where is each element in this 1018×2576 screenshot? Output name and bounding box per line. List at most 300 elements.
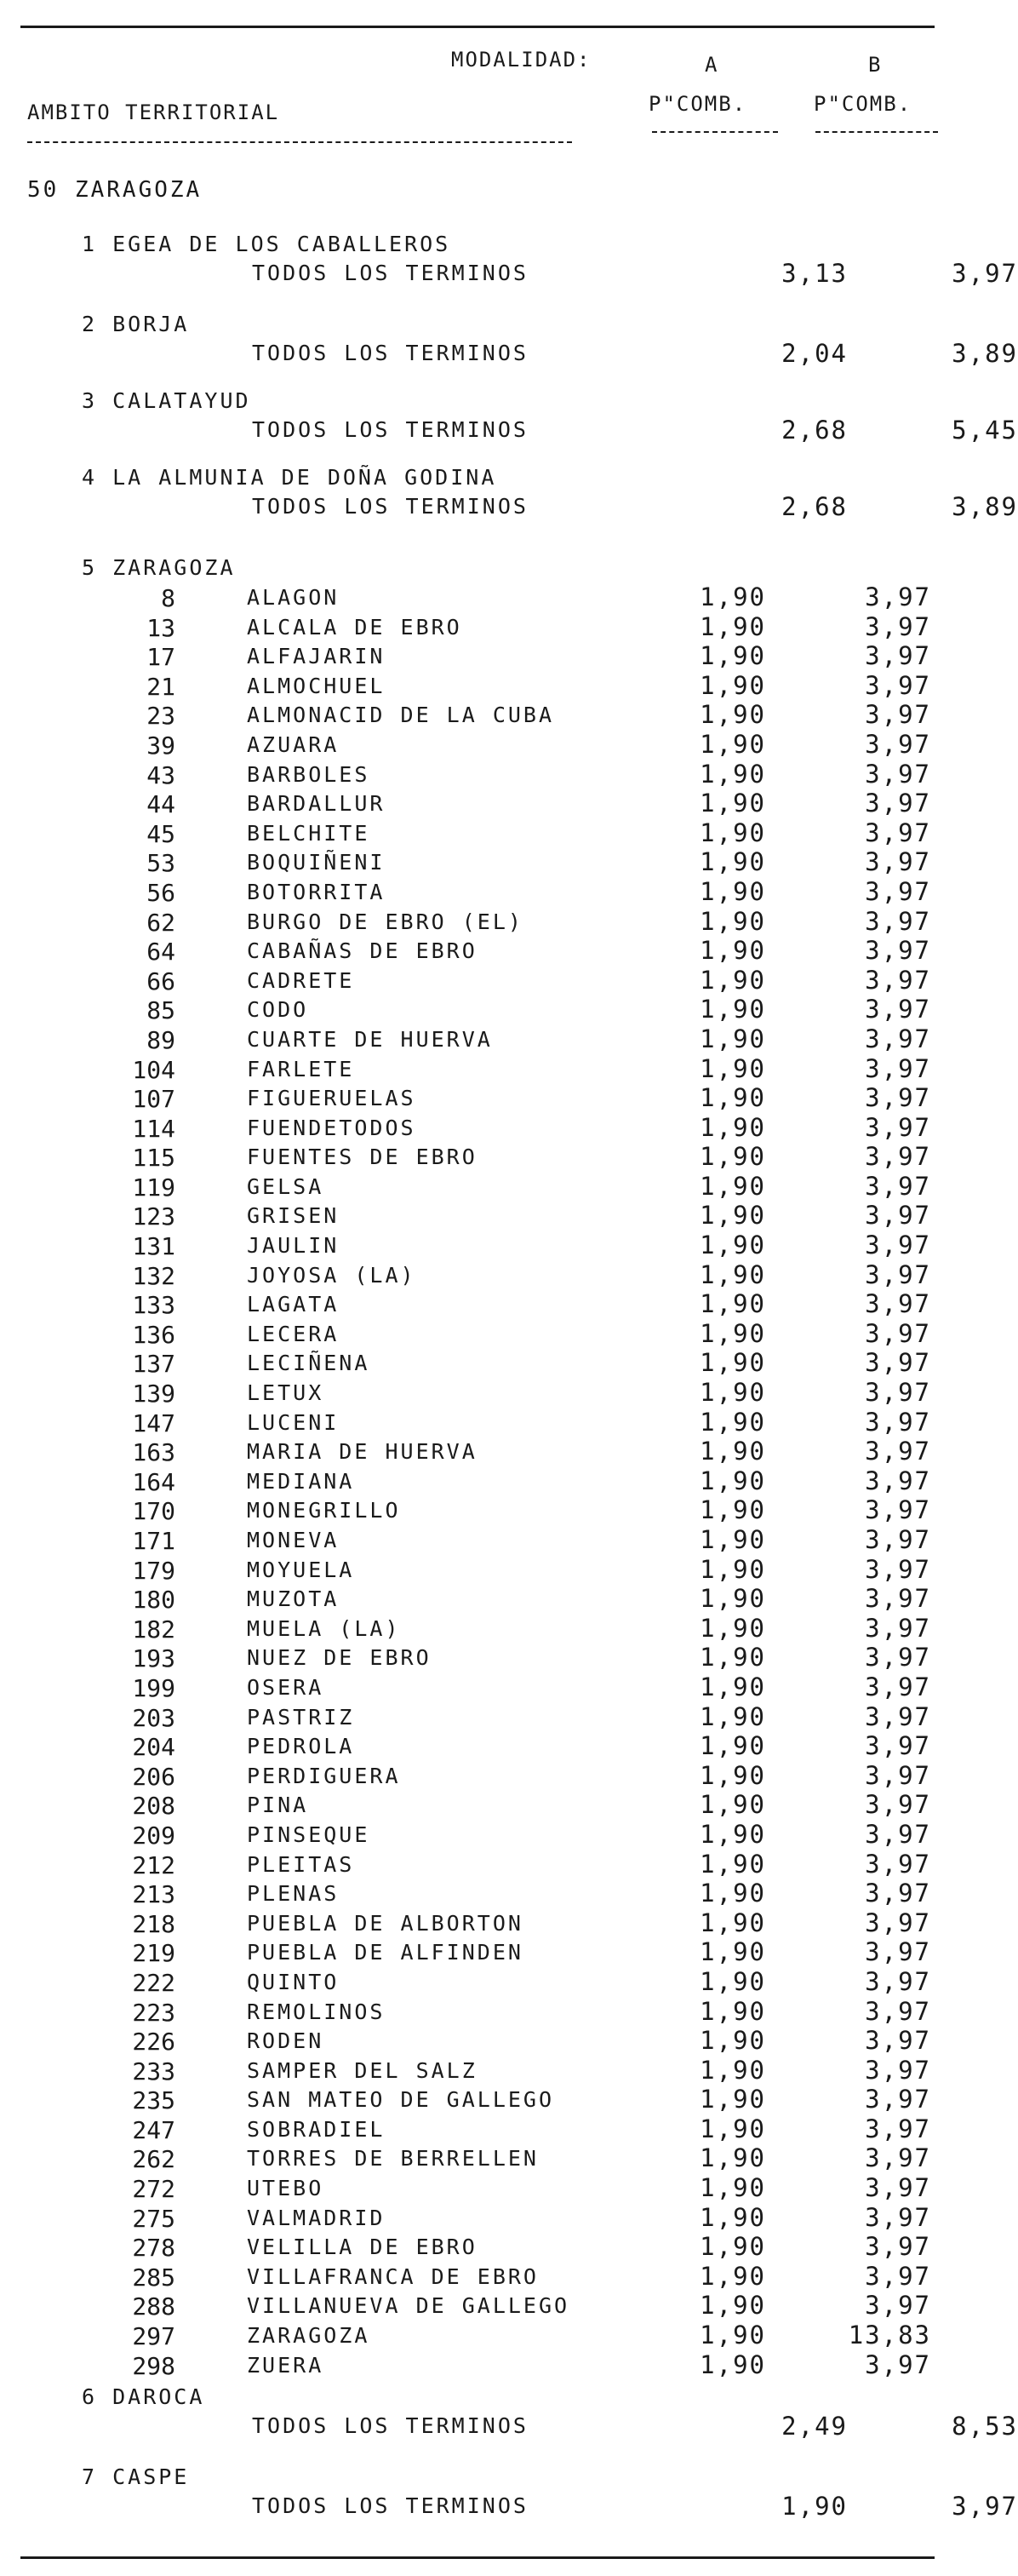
table-row xyxy=(0,2056,955,2085)
value-b: 3,97 xyxy=(865,2026,931,2056)
municipality-name: GELSA xyxy=(247,1173,324,1199)
value-a: 1,90 xyxy=(700,1053,766,1083)
table-row xyxy=(0,582,955,612)
municipality-name: PUEBLA DE ALBORTON xyxy=(247,1910,523,1936)
municipality-name: CUARTE DE HUERVA xyxy=(247,1026,493,1052)
municipality-name: SAMPER DEL SALZ xyxy=(247,2057,478,2083)
municipality-code: 131 xyxy=(132,1232,175,1261)
value-a: 1,90 xyxy=(700,2321,766,2350)
municipality-name: ALCALA DE EBRO xyxy=(247,614,462,640)
table-row xyxy=(0,2114,955,2144)
comarca-block xyxy=(82,2384,1018,2446)
table-row xyxy=(0,1672,955,1702)
municipality-name: MOYUELA xyxy=(247,1557,355,1582)
value-a: 1,90 xyxy=(700,1083,766,1113)
value-b: 3,97 xyxy=(865,1318,931,1348)
municipality-code: 226 xyxy=(132,2028,175,2057)
municipality-code: 64 xyxy=(146,938,175,967)
value-a: 1,90 xyxy=(700,1937,766,1967)
municipality-name: TORRES DE BERRELLEN xyxy=(247,2146,539,2172)
value-b: 3,97 xyxy=(865,1495,931,1525)
comarca-name: 2 BORJA xyxy=(82,312,190,336)
value-a: 1,90 xyxy=(700,2232,766,2262)
table-row xyxy=(0,1555,955,1585)
comarca-name: 4 LA ALMUNIA DE DOÑA GODINA xyxy=(82,465,497,490)
municipality-name: QUINTO xyxy=(247,1969,340,1994)
value-b: 3,97 xyxy=(865,582,931,611)
value-b: 3,97 xyxy=(865,1790,931,1820)
value-b: 3,97 xyxy=(865,995,931,1024)
municipality-name: FUENDETODOS xyxy=(247,1115,416,1140)
value-a: 1,90 xyxy=(700,1318,766,1348)
municipality-code: 8 xyxy=(161,584,175,612)
municipality-code: 209 xyxy=(132,1821,175,1850)
value-a: 1,90 xyxy=(700,1171,766,1201)
municipality-code: 139 xyxy=(132,1380,175,1408)
municipality-code: 297 xyxy=(132,2322,175,2351)
table-row xyxy=(0,818,955,848)
value-a: 1,90 xyxy=(700,1554,766,1584)
table-row xyxy=(0,641,955,671)
municipality-name: NUEZ DE EBRO xyxy=(247,1645,432,1671)
municipality-name: RODEN xyxy=(247,2028,324,2054)
municipality-code: 164 xyxy=(132,1467,175,1496)
value-a: 1,90 xyxy=(700,2114,766,2143)
table-row xyxy=(0,2026,955,2056)
comarca-block xyxy=(82,465,1018,526)
value-b: 3,97 xyxy=(865,1231,931,1260)
municipality-code: 262 xyxy=(132,2145,175,2174)
value-b: 3,97 xyxy=(865,1760,931,1790)
table-row xyxy=(0,1024,955,1054)
value-a: 1,90 xyxy=(700,906,766,936)
comarca-scope: TODOS LOS TERMINOS xyxy=(252,2493,529,2518)
table-row xyxy=(0,1466,955,1496)
municipality-code: 235 xyxy=(132,2086,175,2115)
municipality-code: 272 xyxy=(132,2175,175,2204)
municipality-name: PASTRIZ xyxy=(247,1704,355,1730)
table-row xyxy=(0,671,955,701)
comarca-value-b: 5,45 xyxy=(952,416,1018,445)
value-a: 1,90 xyxy=(700,1466,766,1495)
municipality-name: JOYOSA (LA) xyxy=(247,1262,416,1288)
municipality-code: 123 xyxy=(132,1202,175,1231)
value-b: 3,97 xyxy=(865,1584,931,1614)
municipality-code: 119 xyxy=(132,1173,175,1202)
value-a: 1,90 xyxy=(700,818,766,847)
value-b: 3,97 xyxy=(865,1348,931,1378)
table-row xyxy=(0,1319,955,1349)
table-row xyxy=(0,1790,955,1820)
value-b: 3,97 xyxy=(865,906,931,936)
value-a: 1,90 xyxy=(700,2143,766,2173)
table-row xyxy=(0,1702,955,1732)
comarca-scope: TODOS LOS TERMINOS xyxy=(252,417,529,442)
municipality-name: PEDROLA xyxy=(247,1734,355,1759)
value-b: 3,97 xyxy=(865,1996,931,2026)
municipality-name: MUELA (LA) xyxy=(247,1615,401,1641)
table-row xyxy=(0,1408,955,1437)
table-row xyxy=(0,1967,955,1997)
municipality-code: 212 xyxy=(132,1850,175,1879)
table-row xyxy=(0,2232,955,2262)
value-b: 3,97 xyxy=(865,1407,931,1437)
municipality-code: 114 xyxy=(132,1114,175,1143)
table-row xyxy=(0,1437,955,1466)
value-b: 3,97 xyxy=(865,789,931,818)
value-a: 1,90 xyxy=(700,700,766,730)
municipality-code: 193 xyxy=(132,1644,175,1673)
municipality-code: 44 xyxy=(146,790,175,819)
municipality-name: ALMONACID DE LA CUBA xyxy=(247,703,555,728)
value-a: 1,90 xyxy=(700,1613,766,1643)
table-row xyxy=(0,966,955,995)
municipality-name: PUEBLA DE ALFINDEN xyxy=(247,1940,523,1965)
municipality-name: LETUX xyxy=(247,1380,324,1406)
value-b: 3,97 xyxy=(865,1819,931,1849)
table-row xyxy=(0,2203,955,2233)
value-b: 3,97 xyxy=(865,847,931,877)
municipality-code: 136 xyxy=(132,1320,175,1349)
value-a: 1,90 xyxy=(700,670,766,700)
municipality-code: 115 xyxy=(132,1144,175,1173)
value-a: 1,90 xyxy=(700,1584,766,1614)
value-a: 1,90 xyxy=(700,1701,766,1731)
value-a: 1,90 xyxy=(700,789,766,818)
table-row xyxy=(0,2262,955,2292)
comarca-scope: TODOS LOS TERMINOS xyxy=(252,341,529,365)
table-row xyxy=(0,1820,955,1850)
value-b: 3,97 xyxy=(865,1466,931,1495)
value-b: 3,97 xyxy=(865,1171,931,1201)
municipality-name: FIGUERUELAS xyxy=(247,1086,416,1111)
value-b: 3,97 xyxy=(865,1053,931,1083)
comarca-value-b: 3,97 xyxy=(952,259,1018,288)
value-b: 3,97 xyxy=(865,1966,931,1996)
table-row xyxy=(0,1937,955,1967)
table-row xyxy=(0,2143,955,2173)
value-b: 3,97 xyxy=(865,1937,931,1967)
value-a: 1,90 xyxy=(700,1289,766,1319)
municipality-code: 43 xyxy=(146,760,175,789)
value-b: 3,97 xyxy=(865,729,931,759)
table-row xyxy=(0,1643,955,1672)
municipality-code: 171 xyxy=(132,1527,175,1555)
municipality-name: SOBRADIEL xyxy=(247,2116,386,2142)
value-a: 1,90 xyxy=(700,1966,766,1996)
municipality-name: VELILLA DE EBRO xyxy=(247,2235,478,2260)
table-row xyxy=(0,1525,955,1555)
municipality-name: VALMADRID xyxy=(247,2205,386,2230)
municipality-name: UTEBO xyxy=(247,2176,324,2201)
table-row xyxy=(0,2321,955,2350)
municipality-name: BARBOLES xyxy=(247,761,370,787)
table-row xyxy=(0,1584,955,1614)
comarca-name: 1 EGEA DE LOS CABALLEROS xyxy=(82,232,451,256)
municipality-name: JAULIN xyxy=(247,1233,340,1259)
municipality-code: 204 xyxy=(132,1733,175,1762)
value-a: 1,90 xyxy=(700,759,766,789)
value-b: 3,97 xyxy=(865,1701,931,1731)
table-row xyxy=(0,907,955,937)
value-b: 3,97 xyxy=(865,1908,931,1937)
value-a: 1,90 xyxy=(700,1908,766,1937)
comarca-block xyxy=(82,312,1018,373)
table-row xyxy=(0,2291,955,2321)
comarca-value-b: 8,53 xyxy=(952,2412,1018,2441)
value-a: 1,90 xyxy=(700,995,766,1024)
municipality-code: 288 xyxy=(132,2292,175,2321)
table-row xyxy=(0,1142,955,1172)
column-a-underline xyxy=(652,131,778,133)
comarca-value-a: 3,13 xyxy=(781,259,848,288)
municipality-name: MONEGRILLO xyxy=(247,1498,401,1523)
municipality-code: 298 xyxy=(132,2351,175,2380)
value-b: 3,97 xyxy=(865,2055,931,2085)
municipality-code: 222 xyxy=(132,1968,175,1997)
municipality-code: 53 xyxy=(146,849,175,878)
municipality-name: CABAÑAS DE EBRO xyxy=(247,938,478,964)
table-row xyxy=(0,612,955,642)
value-a: 1,90 xyxy=(700,2291,766,2321)
municipality-name: BURGO DE EBRO (EL) xyxy=(247,909,523,934)
value-a: 1,90 xyxy=(700,1525,766,1554)
municipality-code: 17 xyxy=(146,643,175,672)
ambito-territorial-label: AMBITO TERRITORIAL xyxy=(27,100,280,124)
value-b: 3,97 xyxy=(865,1259,931,1289)
value-a: 1,90 xyxy=(700,2173,766,2203)
comarca-value-a: 2,68 xyxy=(781,492,848,521)
value-b: 3,97 xyxy=(865,2232,931,2262)
value-a: 1,90 xyxy=(700,1112,766,1142)
value-a: 1,90 xyxy=(700,2085,766,2114)
table-row xyxy=(0,2173,955,2203)
municipality-name: VILLANUEVA DE GALLEGO xyxy=(247,2293,570,2319)
municipality-code: 182 xyxy=(132,1615,175,1644)
municipality-code: 104 xyxy=(132,1055,175,1084)
municipality-code: 208 xyxy=(132,1792,175,1821)
value-b: 3,97 xyxy=(865,670,931,700)
comarca-value-b: 3,89 xyxy=(952,492,1018,521)
value-b: 3,97 xyxy=(865,1289,931,1319)
value-a: 1,90 xyxy=(700,1996,766,2026)
value-b: 3,97 xyxy=(865,1525,931,1554)
value-a: 1,90 xyxy=(700,876,766,906)
municipality-code: 56 xyxy=(146,878,175,907)
value-b: 3,97 xyxy=(865,936,931,966)
municipality-name: VILLAFRANCA DE EBRO xyxy=(247,2263,539,2289)
municipality-name: ALMOCHUEL xyxy=(247,673,386,698)
municipality-code: 206 xyxy=(132,1762,175,1791)
value-b: 3,97 xyxy=(865,1437,931,1466)
value-a: 1,90 xyxy=(700,1879,766,1908)
municipality-code: 213 xyxy=(132,1880,175,1909)
table-row xyxy=(0,789,955,818)
value-b: 3,97 xyxy=(865,1613,931,1643)
table-row xyxy=(0,1850,955,1879)
value-a: 1,90 xyxy=(700,1672,766,1701)
value-a: 1,90 xyxy=(700,2055,766,2085)
column-b-header: P"COMB. xyxy=(814,92,912,116)
municipality-code: 199 xyxy=(132,1673,175,1702)
table-row xyxy=(0,995,955,1024)
table-row xyxy=(0,1879,955,1908)
value-a: 1,90 xyxy=(700,1437,766,1466)
value-b: 3,97 xyxy=(865,1083,931,1113)
value-a: 1,90 xyxy=(700,2202,766,2232)
municipality-code: 21 xyxy=(146,672,175,701)
municipality-code: 179 xyxy=(132,1556,175,1585)
value-b: 3,97 xyxy=(865,2173,931,2203)
value-a: 1,90 xyxy=(700,611,766,641)
table-row xyxy=(0,1348,955,1378)
municipality-code: 223 xyxy=(132,1998,175,2027)
comarca-scope: TODOS LOS TERMINOS xyxy=(252,2413,529,2438)
value-a: 1,90 xyxy=(700,641,766,671)
table-row xyxy=(0,760,955,789)
municipality-name: PLENAS xyxy=(247,1881,340,1907)
municipality-name: REMOLINOS xyxy=(247,1999,386,2024)
municipality-code: 13 xyxy=(146,613,175,642)
comarca-value-b: 3,97 xyxy=(952,2492,1018,2521)
value-a: 1,90 xyxy=(700,1348,766,1378)
column-b-letter: B xyxy=(868,53,883,77)
table-row xyxy=(0,1231,955,1260)
municipality-name: MUZOTA xyxy=(247,1586,340,1612)
comarca-name: 5 ZARAGOZA xyxy=(82,555,236,580)
municipality-code: 170 xyxy=(132,1497,175,1526)
municipality-name: FUENTES DE EBRO xyxy=(247,1145,478,1170)
municipality-code: 85 xyxy=(146,996,175,1025)
value-a: 1,90 xyxy=(700,2349,766,2379)
value-a: 1,90 xyxy=(700,1024,766,1053)
municipality-code: 23 xyxy=(146,702,175,731)
value-b: 3,97 xyxy=(865,2114,931,2143)
value-b: 3,97 xyxy=(865,1201,931,1231)
table-row xyxy=(0,1495,955,1525)
ambito-underline xyxy=(27,141,572,143)
comarca-name: 3 CALATAYUD xyxy=(82,388,251,413)
value-a: 1,90 xyxy=(700,847,766,877)
table-row xyxy=(0,2350,955,2380)
value-a: 1,90 xyxy=(700,1259,766,1289)
municipality-name: PINSEQUE xyxy=(247,1822,370,1847)
column-b-underline xyxy=(815,131,938,133)
value-b: 3,97 xyxy=(865,2261,931,2291)
municipality-code: 247 xyxy=(132,2115,175,2144)
value-a: 1,90 xyxy=(700,1849,766,1879)
municipality-code: 107 xyxy=(132,1085,175,1114)
comarca-name: 6 DAROCA xyxy=(82,2384,205,2409)
modalidad-label: MODALIDAD: xyxy=(451,48,592,72)
comarca-scope: TODOS LOS TERMINOS xyxy=(252,494,529,519)
municipality-name: SAN MATEO DE GALLEGO xyxy=(247,2087,555,2113)
municipality-code: 137 xyxy=(132,1350,175,1379)
municipality-code: 45 xyxy=(146,819,175,848)
municipality-name: BOTORRITA xyxy=(247,879,386,904)
table-row xyxy=(0,700,955,730)
value-a: 1,90 xyxy=(700,1407,766,1437)
municipality-name: AZUARA xyxy=(247,731,340,757)
value-b: 3,97 xyxy=(865,1554,931,1584)
value-a: 1,90 xyxy=(700,1731,766,1761)
municipality-name: OSERA xyxy=(247,1674,324,1700)
comarca-value-a: 2,68 xyxy=(781,416,848,445)
municipality-name: ALFAJARIN xyxy=(247,644,386,669)
table-row xyxy=(0,1731,955,1761)
municipality-code: 132 xyxy=(132,1261,175,1290)
municipality-code: 39 xyxy=(146,731,175,760)
table-row xyxy=(0,1289,955,1319)
municipality-code: 66 xyxy=(146,967,175,995)
value-b: 3,97 xyxy=(865,2202,931,2232)
table-row xyxy=(0,1201,955,1231)
municipality-code: 163 xyxy=(132,1438,175,1467)
value-b: 3,97 xyxy=(865,1849,931,1879)
municipality-name: MONEVA xyxy=(247,1528,340,1552)
column-a-header: P"COMB. xyxy=(649,92,747,116)
value-b: 3,97 xyxy=(865,2085,931,2114)
value-b: 3,97 xyxy=(865,818,931,847)
value-a: 1,90 xyxy=(700,1201,766,1231)
municipality-name: ZARAGOZA xyxy=(247,2323,370,2349)
municipality-name: BELCHITE xyxy=(247,820,370,846)
municipality-code: 180 xyxy=(132,1586,175,1615)
top-rule xyxy=(20,26,935,28)
municipality-name: LUCENI xyxy=(247,1409,340,1435)
value-b: 3,97 xyxy=(865,611,931,641)
municipality-name: CADRETE xyxy=(247,967,355,993)
value-a: 1,90 xyxy=(700,1495,766,1525)
comarca-value-a: 2,04 xyxy=(781,339,848,368)
value-b: 3,97 xyxy=(865,700,931,730)
table-row xyxy=(0,1908,955,1938)
comarca-block xyxy=(82,388,1018,450)
table-row xyxy=(0,847,955,877)
municipality-name: PLEITAS xyxy=(247,1851,355,1877)
municipality-name: FARLETE xyxy=(247,1056,355,1081)
value-b: 3,97 xyxy=(865,876,931,906)
table-row xyxy=(0,2085,955,2114)
value-a: 1,90 xyxy=(700,2026,766,2056)
column-a-letter: A xyxy=(705,53,719,77)
municipality-name: ALAGON xyxy=(247,585,340,610)
municipality-code: 218 xyxy=(132,1909,175,1938)
value-b: 3,97 xyxy=(865,965,931,995)
table-row xyxy=(0,1614,955,1644)
municipality-name: MARIA DE HUERVA xyxy=(247,1439,478,1465)
municipality-code: 233 xyxy=(132,2057,175,2085)
table-row xyxy=(0,877,955,907)
municipality-name: BOQUIÑENI xyxy=(247,850,386,875)
municipality-name: BARDALLUR xyxy=(247,791,386,817)
table-row xyxy=(0,936,955,966)
value-a: 1,90 xyxy=(700,1790,766,1820)
municipality-code: 62 xyxy=(146,908,175,937)
table-row xyxy=(0,1997,955,2027)
municipality-name: CODO xyxy=(247,997,309,1023)
municipality-code: 219 xyxy=(132,1939,175,1968)
municipality-code: 89 xyxy=(146,1025,175,1054)
table-row xyxy=(0,1260,955,1290)
value-a: 1,90 xyxy=(700,1760,766,1790)
comarca-block xyxy=(82,232,1018,293)
comarca-block xyxy=(82,2464,1018,2526)
value-b: 3,97 xyxy=(865,2349,931,2379)
bottom-rule xyxy=(20,2556,935,2559)
municipality-code: 147 xyxy=(132,1408,175,1437)
value-a: 1,90 xyxy=(700,2261,766,2291)
